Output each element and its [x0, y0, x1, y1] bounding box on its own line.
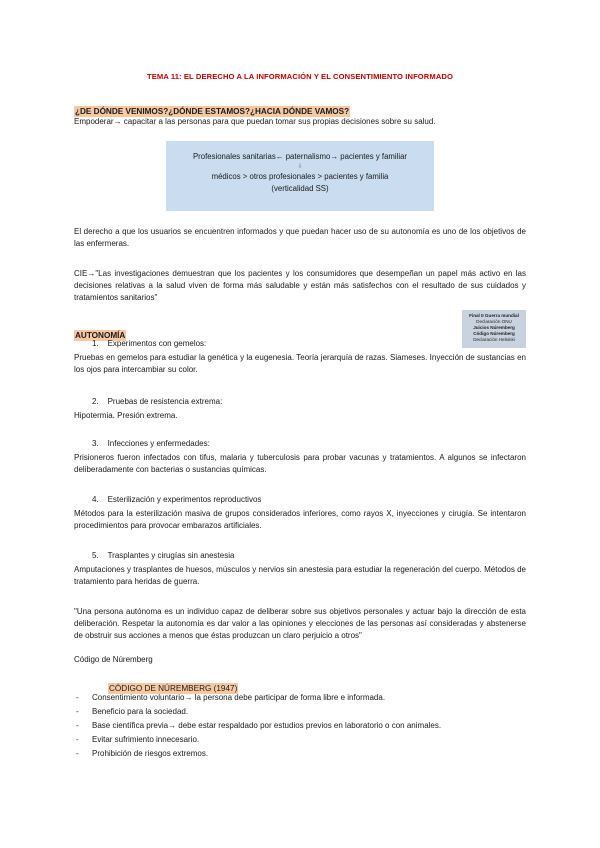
codigo-list-item: - Beneficio para la sociedad.: [76, 707, 189, 716]
para-cie: CIE→"Las investigaciones demuestran que los pacientes y los consumidores que desempeñan un papel más activo en las decisiones relativas a la salud viven de forma más saludable y están más satisfechos con el resultado de sus cuidados y tratamientos sanitarios": [74, 269, 526, 302]
stamp-line-5: Declaración Helsinki: [473, 337, 515, 342]
autonomia-item-5-text: Amputaciones y trasplantes de huesos, músculos y nervios sin anestesia para estudiar la regeneración del cuerpo. Métodos de tratamiento para heridas de guerra.: [74, 565, 526, 586]
autonomy-quote: "Una persona autónoma es un individuo capaz de deliberar sobre sus objetivos personales y actuar bajo la dirección de esta deliberación. Respetar la autonomía es dar valor a las opiniones y elecciones de las personas así consideradas y abstenerse de obstruir sus acciones a menos que éstas produzcan un claro perjuicio a otros": [74, 607, 526, 640]
autonomia-item-4-text: Métodos para la esterilización masiva de grupos considerados inferiores, como rayos X, inyecciones y cirugía. Se intentaron procedimientos para provocar embarazos artificiales.: [74, 509, 526, 530]
autonomia-item-1-text: Pruebas en gemelos para estudiar la genética y la eugenesia. Teoría jerarquía de razas. Siameses. Inyección de sustancias en los ojos para intercambiar su color.: [74, 353, 526, 374]
stamp-line-2: Declaración ONU: [476, 319, 512, 324]
box-line-3: (verticalidad SS): [271, 184, 329, 193]
empoderar-text: Empoderar→ capacitar a las personas para que puedan tomar sus propias decisiones sobre su salud.: [74, 117, 436, 126]
autonomia-item-2-title: 2. Pruebas de resistencia extrema:: [92, 397, 223, 406]
timeline-stamp: [462, 310, 526, 348]
intro-heading: ¿DE DÓNDE VENIMOS?¿DÓNDE ESTAMOS?¿HACIA DÓNDE VAMOS?: [75, 107, 350, 116]
stamp-line-3: Juicios Núremberg: [473, 325, 515, 330]
autonomia-item-1-title: 1. Experimentos con gemelos:: [92, 339, 207, 348]
codigo-list-item: - Base científica previa→ debe estar respaldado por estudios previos en laboratorio o con animales.: [76, 721, 442, 730]
quote-source: Código de Núremberg: [74, 655, 153, 664]
autonomia-item-3-text: Prisioneros fueron infectados con tifus, malaria y tuberculosis para probar vacunas y tratamientos. A algunos se infectaron deliberadamente con bacterias o sustancias químicas.: [74, 453, 526, 474]
codigo-list-item: - Prohibición de riesgos extremos.: [76, 749, 209, 758]
autonomia-item-2-text: Hipotermia. Presión extrema.: [74, 411, 178, 420]
paternalism-box: [166, 141, 434, 211]
autonomia-item-4-title: 4. Esterilización y experimentos reproductivos: [92, 495, 262, 504]
stamp-line-1: Final II Guerra mundial: [469, 313, 519, 318]
box-line-1: Profesionales sanitarias← paternalismo→ pacientes y familiar: [192, 152, 408, 161]
codigo-list-item: - Consentimiento voluntario→ la persona debe participar de forma libre e informada.: [76, 693, 386, 702]
page-title: TEMA 11: EL DERECHO A LA INFORMACIÓN Y EL CONSENTIMIENTO INFORMADO: [146, 72, 453, 81]
stamp-line-4: Código Núremberg: [473, 331, 515, 336]
down-arrow-icon: ⇩: [297, 164, 303, 170]
autonomia-heading: AUTONOMÍA: [75, 331, 126, 340]
codigo-list-item: - Evitar sufrimiento innecesario.: [76, 735, 200, 744]
box-line-2: médicos > otros profesionales > pacientes y familia: [211, 172, 389, 181]
codigo-heading: CÓDIGO DE NÚREMBERG (1947): [109, 684, 238, 693]
autonomia-item-3-title: 3. Infecciones y enfermedades:: [92, 439, 210, 448]
autonomia-item-5-title: 5. Trasplantes y cirugías sin anestesia: [92, 551, 235, 560]
para-derecho: El derecho a que los usuarios se encuentren informados y que puedan hacer uso de su autonomía es uno de los objetivos de las enfermeras.: [74, 227, 526, 248]
